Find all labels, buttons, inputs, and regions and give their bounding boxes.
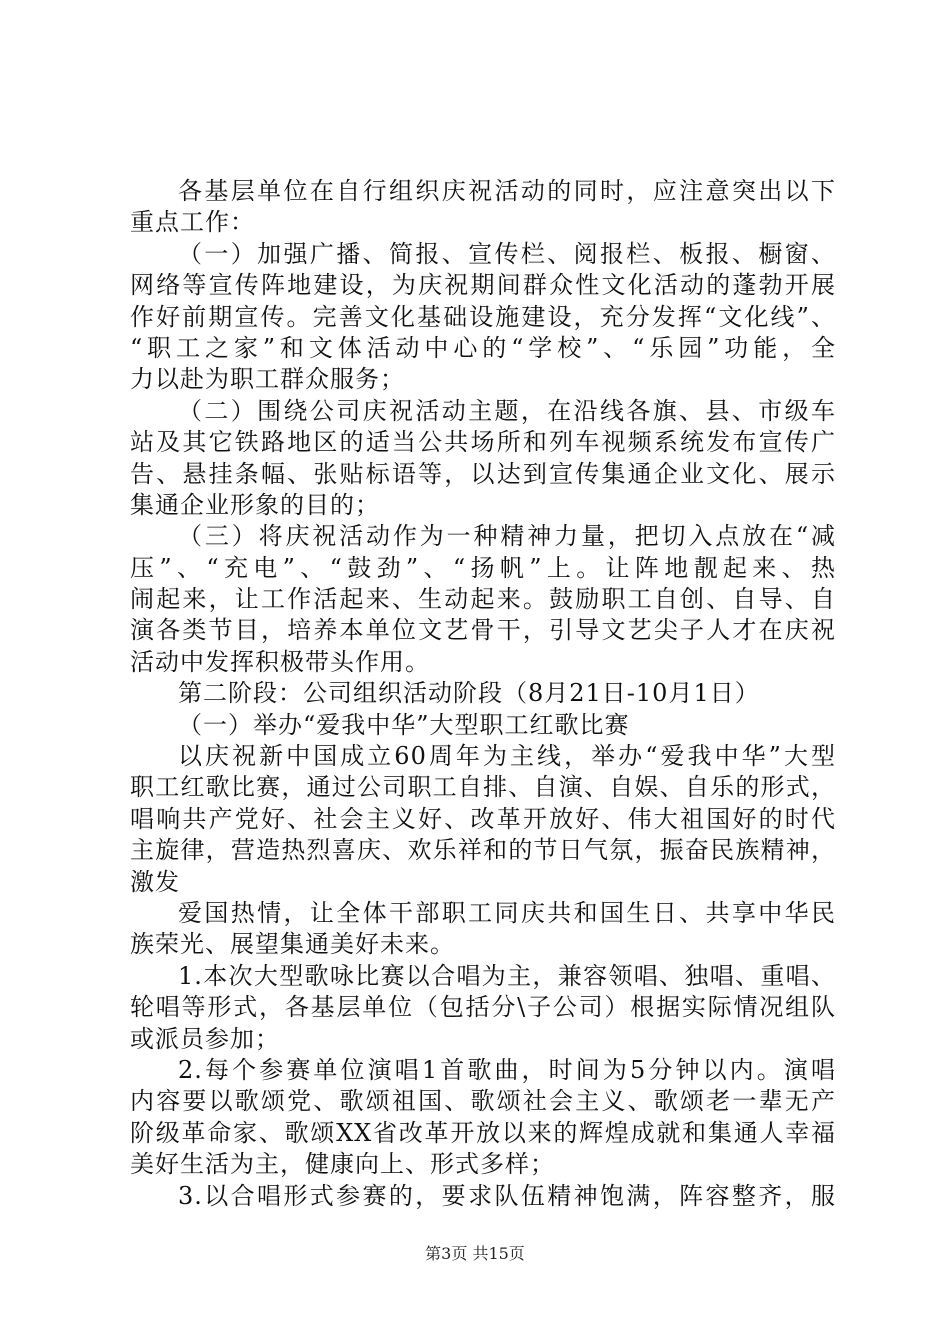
text-line: 重点工作： xyxy=(130,208,255,237)
text-line: 压”、“充电”、“鼓劲”、“扬帆”上。让阵地靓起来、热 xyxy=(130,553,836,582)
text-line: 各基层单位在自行组织庆祝活动的同时，应注意突出以下 xyxy=(178,177,836,205)
text-line: 站及其它铁路地区的适当公共场所和列车视频系统发布宣传广 xyxy=(130,428,836,457)
page-footer: 第3页 共15页 xyxy=(425,1244,525,1263)
text-line: 爱国热情，让全体干部职工同庆共和国生日、共享中华民 xyxy=(178,898,836,927)
text-line: 1.本次大型歌咏比赛以合唱为主，兼容领唱、独唱、重唱、 xyxy=(178,961,836,990)
text-line: 力以赴为职工群众服务； xyxy=(130,365,405,394)
text-line: 或派员参加； xyxy=(130,1024,280,1053)
text-line: 活动中发挥积极带头作用。 xyxy=(130,647,430,676)
text-line: 唱响共产党好、社会主义好、改革开放好、伟大祖国好的时代 xyxy=(130,804,836,833)
text-line: “职工之家”和文体活动中心的“学校”、“乐园”功能，全 xyxy=(130,333,836,362)
text-line: （二）围绕公司庆祝活动主题，在沿线各旗、县、市级车 xyxy=(178,396,836,425)
text-line: 职工红歌比赛，通过公司职工自排、自演、自娱、自乐的形式， xyxy=(130,773,836,802)
text-line: 阶级革命家、歌颂XX省改革开放以来的辉煌成就和集通人幸福 xyxy=(130,1118,836,1147)
text-line: 以庆祝新中国成立60周年为主线，举办“爱我中华”大型 xyxy=(178,742,836,771)
text-line: 告、悬挂条幅、张贴标语等，以达到宣传集通企业文化、展示 xyxy=(130,459,836,488)
text-line: 族荣光、展望集通美好未来。 xyxy=(130,930,455,959)
text-line: 2.每个参赛单位演唱1首歌曲，时间为5分钟以内。演唱 xyxy=(178,1055,836,1084)
text-line: 轮唱等形式，各基层单位（包括分\子公司）根据实际情况组队 xyxy=(130,993,836,1022)
text-line: （一）举办“爱我中华”大型职工红歌比赛 xyxy=(178,710,630,739)
text-line: 网络等宣传阵地建设，为庆祝期间群众性文化活动的蓬勃开展 xyxy=(130,271,836,300)
text-line: 激发 xyxy=(130,867,180,896)
text-line: 作好前期宣传。完善文化基础设施建设，充分发挥“文化线”、 xyxy=(130,302,836,331)
document-body xyxy=(130,176,836,1212)
text-line: 3.以合唱形式参赛的，要求队伍精神饱满，阵容整齐，服 xyxy=(178,1181,836,1210)
text-line: 演各类节目，培养本单位文艺骨干，引导文艺尖子人才在庆祝 xyxy=(130,616,836,645)
text-line: 美好生活为主，健康向上、形式多样； xyxy=(130,1150,555,1179)
text-line: 集通企业形象的目的； xyxy=(130,490,380,519)
text-line: （三）将庆祝活动作为一种精神力量，把切入点放在“减 xyxy=(178,522,836,551)
text-line: 闹起来，让工作活起来、生动起来。鼓励职工自创、自导、自 xyxy=(130,585,836,614)
text-line: （一）加强广播、简报、宣传栏、阅报栏、板报、橱窗、 xyxy=(178,239,836,268)
text-line: 内容要以歌颂党、歌颂祖国、歌颂社会主义、歌颂老一辈无产 xyxy=(130,1087,836,1116)
text-line: 第二阶段：公司组织活动阶段（8月21日-10月1日） xyxy=(178,679,760,708)
text-line: 主旋律，营造热烈喜庆、欢乐祥和的节日气氛，振奋民族精神， xyxy=(130,836,836,865)
